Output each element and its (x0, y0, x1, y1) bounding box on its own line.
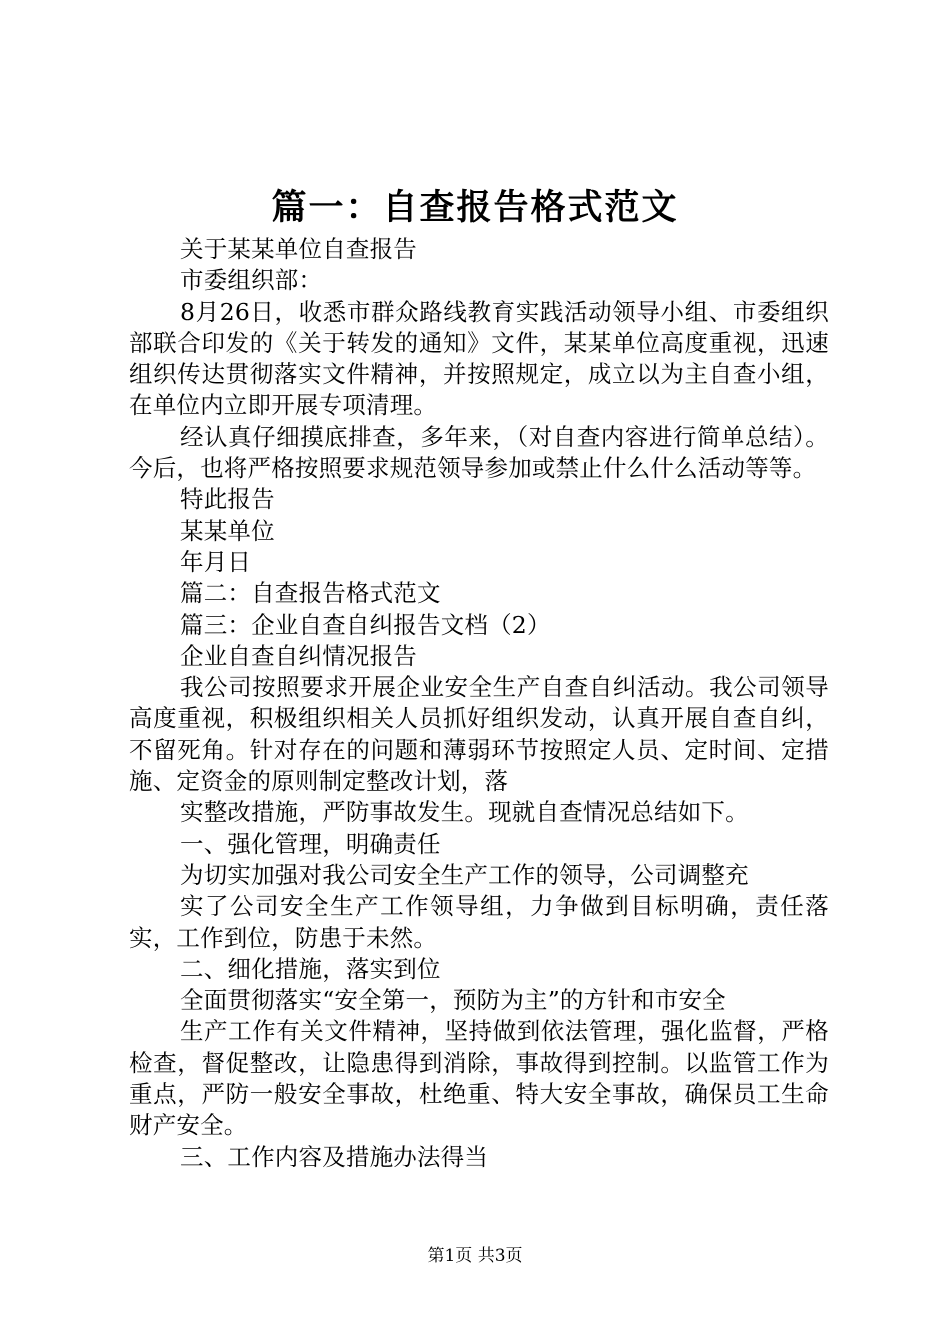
paragraph: 实整改措施，严防事故发生。现就自查情况总结如下。 (180, 798, 749, 827)
paragraph: 篇三：企业自查自纠报告文档（2） (180, 610, 551, 639)
document-title: 篇一：自查报告格式范文 (271, 187, 679, 228)
paragraph: 为切实加强对我公司安全生产工作的领导，公司调整充 (180, 860, 749, 889)
paragraph: 生产工作有关文件精神，坚持做到依法管理，强化监督，严格检查，督促整改，让隐患得到消除，事故得到控制。以监管工作为重点，严防一般安全事故，杜绝重、特大安全事故，确保员工生命财产安全。 (129, 1017, 829, 1140)
paragraph: 年月日 (180, 547, 252, 576)
paragraph: 关于某某单位自查报告 (180, 235, 417, 263)
paragraph: 我公司按照要求开展企业安全生产自查自纠活动。我公司领导高度重视，积极组织相关人员抓好组织发动，认真开展自查自纠，不留死角。针对存在的问题和薄弱环节按照定人员、定时间、定措施、定资金的原则制定整改计划，落 (129, 673, 829, 796)
paragraph: 特此报告 (180, 485, 275, 514)
paragraph: 二、细化措施，落实到位 (180, 954, 441, 983)
paragraph: 市委组织部： (180, 266, 323, 295)
paragraph: 8月26日，收悉市群众路线教育实践活动领导小组、市委组织部联合印发的《关于转发的通知》文件，某某单位高度重视，迅速组织传达贯彻落实文件精神，并按照规定，成立以为主自查小组，在单位内立即开展专项清理。 (129, 297, 829, 420)
page-footer: 第1页 共3页 (427, 1246, 523, 1266)
document-body (129, 234, 829, 1173)
paragraph: 实了公司安全生产工作领导组，力争做到目标明确，责任落实，工作到位，防患于未然。 (129, 892, 829, 952)
paragraph: 篇二：自查报告格式范文 (180, 579, 441, 608)
paragraph: 全面贯彻落实“安全第一，预防为主”的方针和市安全 (180, 986, 726, 1015)
paragraph: 三、工作内容及措施办法得当 (180, 1142, 489, 1171)
paragraph: 企业自查自纠情况报告 (180, 641, 417, 670)
paragraph: 一、强化管理，明确责任 (180, 829, 441, 858)
paragraph: 经认真仔细摸底排查，多年来，（对自查内容进行简单总结）。今后，也将严格按照要求规范领导参加或禁止什么什么活动等等。 (129, 422, 829, 483)
paragraph: 某某单位 (180, 516, 275, 545)
